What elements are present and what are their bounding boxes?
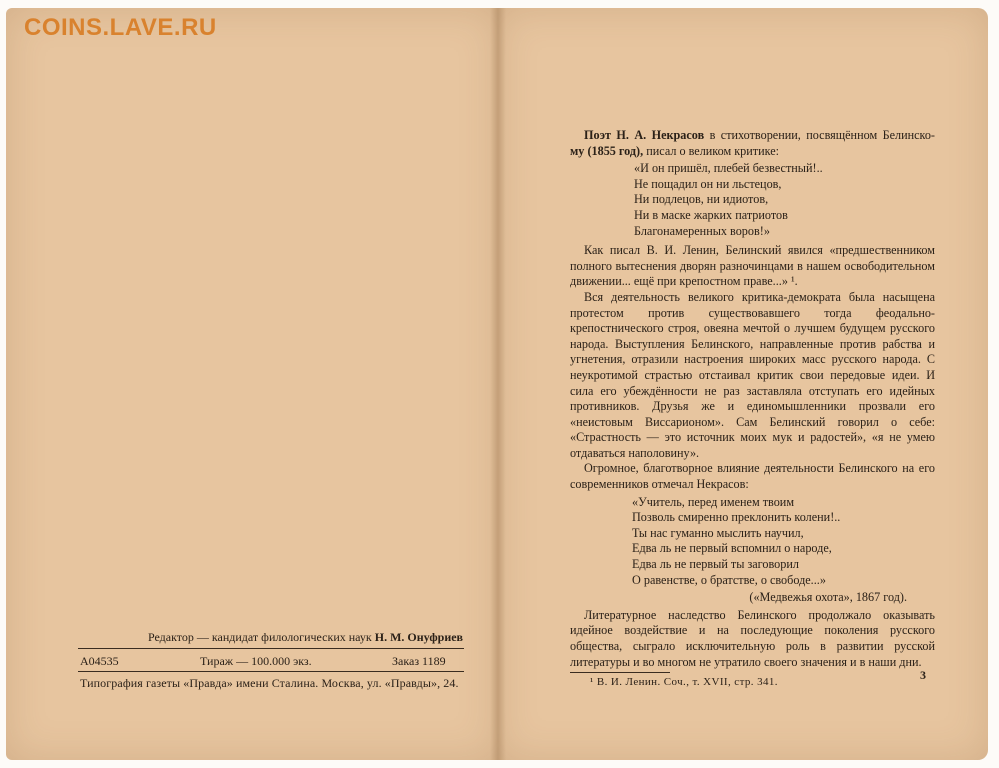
page-number: 3 — [920, 668, 926, 682]
p1-bold: Поэт Н. А. Некрасов — [584, 128, 705, 142]
verse-line: Ты нас гуманно мыслить научил, — [632, 525, 804, 540]
verse-line: Едва ль не первый ты заговорил — [632, 557, 799, 572]
verse-line: Благонамеренных воров!» — [634, 223, 770, 238]
verse-line: Едва ль не первый вспомнил о народе, — [632, 541, 832, 556]
imprint-code: А04535 — [80, 654, 119, 668]
footnote: ¹ В. И. Ленин. Соч., т. XVII, стр. 341. — [590, 676, 778, 689]
verse-source: («Медвежья охота», 1867 год). — [749, 590, 907, 605]
verse-line: Ни подлецов, ни идиотов, — [634, 192, 769, 207]
editor-prefix: Редактор — кандидат филологических наук — [148, 630, 372, 644]
imprint-order: Заказ 1189 — [392, 654, 446, 668]
verse-line: Ни в маске жарких патриотов — [634, 207, 788, 222]
verse-2 — [632, 495, 935, 589]
verse-line: Не пощадил он ни льстецов, — [634, 176, 782, 191]
paragraph-1 — [570, 128, 935, 159]
verse-line: «Учитель, перед именем твоим — [632, 494, 795, 509]
p1-bold2: му (1855 год), — [570, 143, 644, 158]
p1-mid: в стихотворении, посвящённом Белинско- — [709, 128, 935, 142]
right-page-text — [570, 128, 935, 691]
watermark: COINS.LAVE.RU — [24, 14, 217, 41]
editor-name: Н. М. Онуфриев — [374, 630, 464, 644]
paragraph-2: Как писал В. И. Ленин, Белинский явился «предшественником полного вытеснения дворян разночинцами в нашем освободительном движении... ещё при крепостном праве...» ¹. — [570, 243, 935, 289]
p1-end: писал о великом критике: — [646, 143, 780, 158]
verse-line: Позволь смиренно преклонить колени!.. — [632, 510, 841, 525]
paragraph-3: Вся деятельность великого критика-демократа была насыщена протестом против существовавшего тогда феодально-крепостнического строя, овеяна мечтой о лучшем будущем русского народа. Выступления Белинского, направленные против рабства и угнетения, отразили настроения широких масс русского народа. С неукротимой страстью отстаивал критик свои передовые идеи. И сила его убеждённости не раз заставляла отступать его идейных противников. Друзья же и единомышленники прозвали его «неистовым Виссарионом». Сам Белинский говорил о себе: «Страстность — это источник моих мук и радостей», «я не умею отдаваться наполовину». — [570, 289, 935, 460]
paragraph-5: Литературное наследство Белинского продолжало оказывать идейное воздействие и на последующие поколения русского общества, сыграло исключительную роль в развитии русской литературы и во многом не утратило своего значения и в наши дни. — [570, 607, 935, 669]
imprint-rule-top — [78, 648, 464, 649]
editor-line — [148, 630, 463, 645]
paragraph-4: Огромное, благотворное влияние деятельности Белинского на его современников отмечал Некрасов: — [570, 461, 935, 492]
footnote-rule — [570, 672, 670, 673]
verse-line: О равенстве, о братстве, о свободе...» — [632, 572, 826, 587]
book-gutter — [490, 8, 506, 760]
imprint-rule-bottom — [78, 671, 464, 672]
verse-line: «И он пришёл, плебей безвестный!.. — [634, 161, 823, 176]
verse-1 — [634, 161, 935, 239]
imprint-print-run: Тираж — 100.000 экз. — [200, 654, 312, 668]
imprint-printer: Типография газеты «Правда» имени Сталина. Москва, ул. «Правды», 24. — [80, 676, 459, 690]
